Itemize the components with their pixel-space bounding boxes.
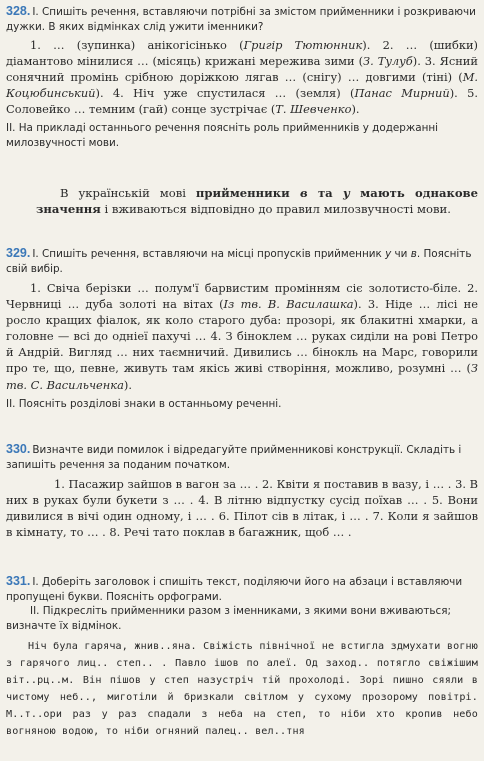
text-run: чи — [391, 248, 411, 260]
instruction-text — [6, 248, 471, 275]
exercise-330-instruction — [6, 442, 478, 472]
exercise-number: 328. — [6, 4, 31, 18]
text-run: Із тв. В. Василашка — [223, 297, 354, 312]
exercise-number: 331. — [6, 574, 31, 588]
text-run: ). 2. … (шибки) діамантово мінилися … (місяць) крижані мережива зими ( — [6, 38, 478, 69]
exercise-number: 329. — [6, 246, 31, 260]
text-run: ). 3. Ніде … лісі не росло кращих фіалок, як коло старого дуба: прозорі, як блакитні хмарки, а головне — всі до одніеї пахучі … 4. З біноклем … руках сиділи на рові Петро й Андрій. Вигляд … них таємничий. Дивились … бінокль на Марс, говорили про те, що, певне, живуть там якісь живі створіння, можливо, розумні … ( — [6, 297, 478, 376]
text-run: ). 4. Ніч уже спустилася … (земля) ( — [95, 86, 355, 101]
text-run: прийменники — [195, 186, 301, 200]
exercise-330-sentences: 1. Пасажир зайшов в вагон за … . 2. Квіти я поставив в вазу, і … . 3. В них в руках були букети з … . 4. В літню відпустку сусід поїхав … . 5. Вони дивилися в вічі один одному, і … . 6. Пілот сів в літак, і … . 7. Коли я зайшов в кімнату, то … . 8. Речі тато поклав в багажник, щоб … . — [6, 477, 478, 540]
text-run: В українській мові — [60, 186, 196, 200]
text-run: 1. … (зупинка) анікогісінько ( — [30, 38, 244, 52]
text-run: ). 5. Соловейко … темним (гай) сонце зустрічає ( — [6, 86, 478, 117]
text-run: та — [307, 186, 343, 200]
exercise-331-instruction — [6, 574, 478, 604]
instruction-text: І. Спишіть речення, вставляючи потрібні за змістом прийменники і розкриваючи дужки. В яких відмінках слід ужити іменники? — [6, 6, 476, 33]
instruction-text: І. Доберіть заголовок і спишіть текст, поділяючи його на абзаци і вставляючи пропущені букви. Поясніть орфограми. — [6, 576, 463, 603]
text-run: у — [342, 186, 350, 200]
exercise-328-sentences — [6, 37, 478, 117]
exercise-331-task-2: ІІ. Підкресліть прийменники разом з іменниками, з якими вони вживаються; визначте їх відмінок. — [6, 605, 451, 632]
exercise-331 — [6, 574, 478, 741]
text-run: ). — [123, 377, 132, 392]
exercise-330 — [6, 442, 478, 540]
exercise-328-task-2: ІІ. На прикладі останнього речення поясніть роль прийменників у додержанні милозвучності мови. — [6, 122, 439, 149]
text-run: І. Спишіть речення, вставляючи на місці пропусків прийменник — [32, 248, 386, 260]
rule-block — [6, 185, 478, 218]
exercise-329-sentences — [6, 280, 478, 393]
exercise-number: 330. — [6, 442, 31, 456]
exercise-328-instruction — [6, 4, 478, 34]
exercise-331-text: Ніч була гаряча, жнив..яна. Свіжість північної не встигла здмухати вогню з гарячого лиц.. степ.. . Павло ішов по алеї. Од заход.. потягло свіжішим віт..рц..м. Він пішов у степ назустріч тій прохолоді. Зорі пишно сяяли в чистому неб.., миготіли й бризкали світлом у сухому прозорому повітрі. М..т..ори раз у раз спадали з неба на степ, то ніби хто кропив небо вогняною водою, то ніби огняний палец.. вел..тня — [6, 641, 478, 738]
text-run: і вживаються відповідно до правил милозвучності мови. — [100, 202, 451, 217]
text-run: в — [410, 248, 417, 260]
text-run: Т. Шевченко — [275, 102, 352, 117]
exercise-329-task-2: ІІ. Поясніть розділові знаки в останньому реченні. — [6, 397, 282, 410]
exercise-328 — [6, 4, 478, 150]
instruction-text: Визначте види помилок і відредагуйте прийменникові конструкції. Складіть і запишіть речення за поданим початком. — [6, 444, 462, 471]
text-run: 1. Свіча берізки … полум'ї барвистим промінням сіє золотисто-біле. 2. Червниці … дуба золоті на вітах ( — [6, 281, 478, 312]
text-run: Панас Мирний — [354, 86, 450, 101]
text-run: З тв. С. Васильченка — [6, 361, 478, 392]
text-run: З. Тулуб — [363, 54, 413, 69]
text-run: М. Коцюбинський — [6, 70, 478, 101]
rule-text — [36, 185, 478, 218]
text-run: . Поясніть свій вибір. — [6, 248, 472, 275]
text-run: ). — [351, 102, 360, 117]
text-run: ). 3. Ясний сонячний промінь срібною доріжкою лягав … (снігу) … довгими (тіні) ( — [6, 54, 478, 85]
text-run: Григір Тютюнник — [243, 38, 363, 52]
text-run: мають однакове значення — [36, 186, 478, 217]
exercise-329 — [6, 246, 478, 411]
text-run: в — [300, 186, 308, 200]
text-run: у — [385, 248, 392, 260]
exercise-329-instruction — [6, 246, 478, 276]
